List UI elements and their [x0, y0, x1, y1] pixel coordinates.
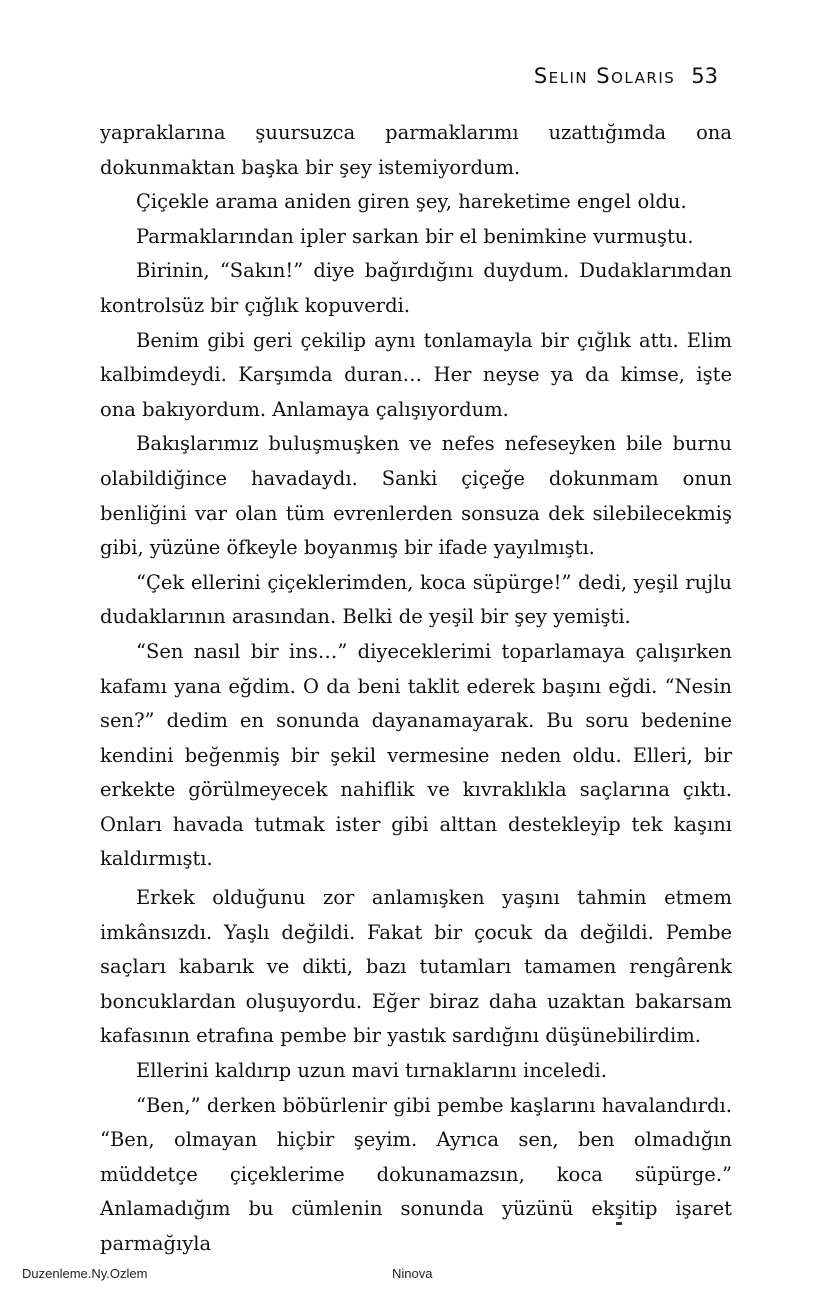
paragraph: Parmaklarından ipler sarkan bir el benimkine vurmuştu. [136, 224, 694, 248]
paragraph: yapraklarına şuursuzca parmaklarımı uzattığımda ona dokunmaktan başka bir şey istemiyordum. [100, 121, 732, 179]
paragraph: Ellerini kaldırıp uzun mavi tırnaklarını inceledi. [136, 1059, 607, 1083]
paragraph: Birinin, “Sakın!” diye bağırdığını duydum. Dudaklarımdan kontrolsüz bir çığlık kopuverdi. [100, 259, 732, 317]
page-number: 53 [691, 64, 718, 88]
paragraph: “Çek ellerini çiçeklerimden, koca süpürge!” dedi, yeşil rujlu dudaklarının arasından. Belki de yeşil bir şey yemişti. [100, 570, 732, 629]
footer-left-text: Duzenleme.Ny.Ozlem [22, 1266, 148, 1281]
author-name: Selin Solaris [533, 64, 676, 88]
footer-center-text: Ninova [392, 1266, 433, 1281]
paragraph: Çiçekle arama aniden giren şey, hareketime engel oldu. [136, 190, 687, 214]
paragraph: Benim gibi geri çekilip aynı tonlamayla bir çığlık attı. Elim kalbimdeydi. Karşımda duran… Her neyse ya da kimse, işte ona bakıyordum. Anlamaya çalışıyordum. [100, 328, 732, 421]
page-body [100, 116, 732, 1262]
running-header [534, 64, 718, 88]
paragraph: “Ben,” derken böbürlenir gibi pembe kaşlarını havalandırdı. “Ben, olmayan hiçbir şeyim. Ayrıca sen, ben olmadığın müddetçe çiçeklerime dokunamazsın, koca süpürge.” Anlamadığım bu cümlenin sonunda yüzünü ekşitip işaret parmağıyla [100, 1093, 732, 1255]
paragraph: “Sen nasıl bir ins…” diyeceklerimi toparlamaya çalışırken kafamı yana eğdim. O da beni taklit ederek başını eğdi. “Nesin sen?” dedim en sonunda dayanamayarak. Bu soru bedenine kendini beğenmiş bir şekil vermesine neden oldu. Elleri, bir erkekte görülmeyecek nahiflik ve kıvraklıkla saçlarına çıktı. Onları havada tutmak ister gibi alttan destekleyip tek kaşını kaldırmıştı. [100, 639, 732, 871]
paragraph: Bakışlarımız buluşmuşken ve nefes nefeseyken bile burnu olabildiğince havadaydı. Sanki çiçeğe dokunmam onun benliğini var olan tüm evrenlerden sonsuza dek silebilecekmiş gibi, yüzüne öfkeyle boyanmış bir ifade yayılmıştı. [100, 432, 732, 560]
scan-mark [616, 1222, 622, 1225]
paragraph: Erkek olduğunu zor anlamışken yaşını tahmin etmem imkânsızdı. Yaşlı değildi. Fakat bir çocuk da değildi. Pembe saçları kabarık ve dikti, bazı tutamları tamamen rengârenk boncuklardan oluşuyordu. Eğer biraz daha uzaktan bakarsam kafasının etrafına pembe bir yastık sardığını düşünebilirdim. [100, 886, 732, 1048]
